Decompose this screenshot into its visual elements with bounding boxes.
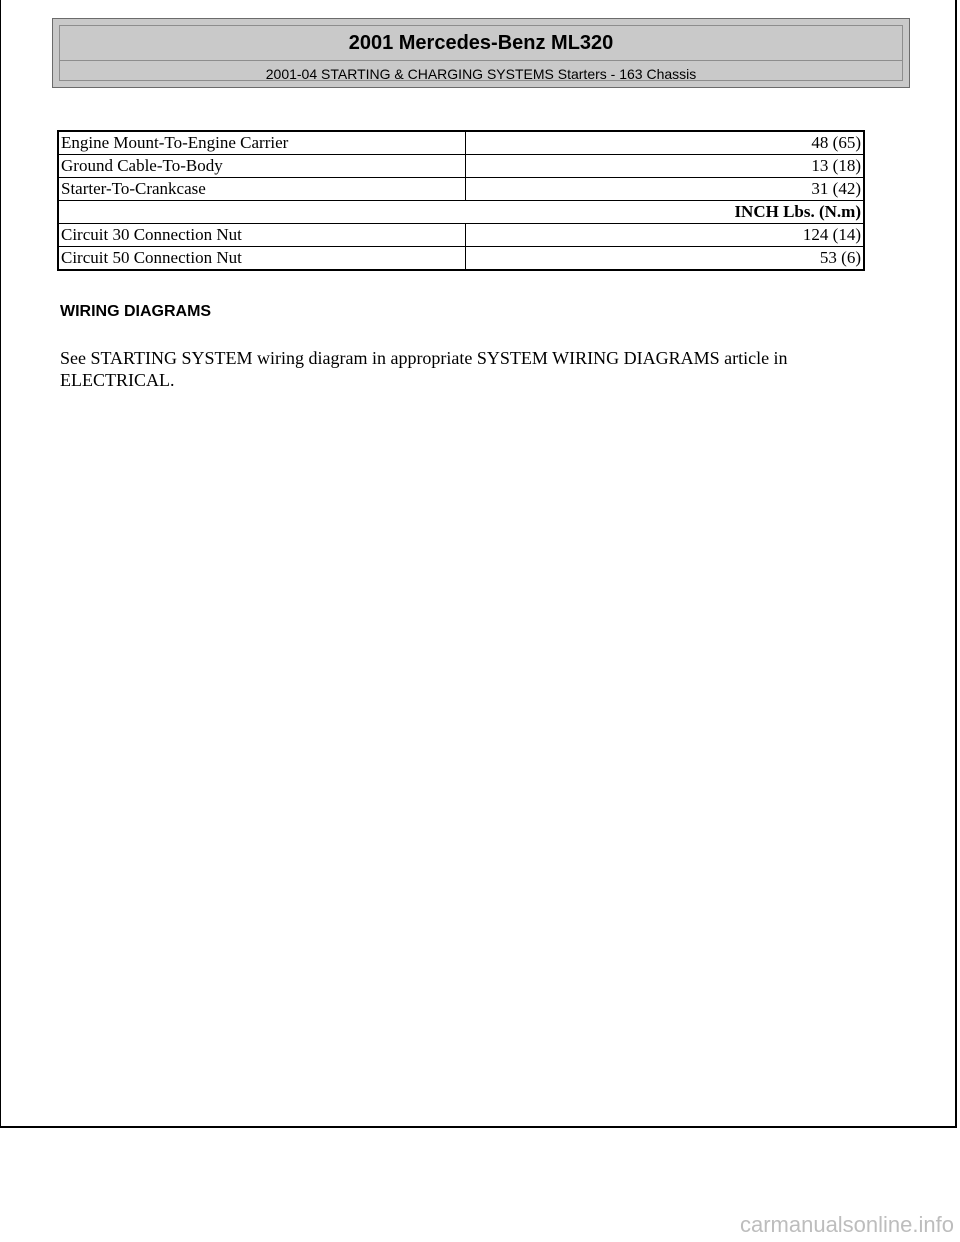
table-row bbox=[58, 247, 864, 271]
table-row bbox=[58, 224, 864, 247]
torque-spec-table bbox=[57, 130, 865, 271]
wiring-diagrams-paragraph: See STARTING SYSTEM wiring diagram in appropriate SYSTEM WIRING DIAGRAMS article in ELECTRICAL. bbox=[60, 348, 788, 390]
document-header bbox=[52, 18, 910, 88]
table-cell-application: Ground Cable-To-Body bbox=[58, 155, 466, 178]
table-row bbox=[58, 131, 864, 155]
table-cell-value: 48 (65) bbox=[466, 131, 865, 155]
table-cell-value: 53 (6) bbox=[466, 247, 865, 271]
inch-lbs-heading: INCH Lbs. (N.m) bbox=[58, 201, 864, 224]
table-row bbox=[58, 155, 864, 178]
table-row bbox=[58, 178, 864, 201]
table-cell-application: Circuit 30 Connection Nut bbox=[58, 224, 466, 247]
site-watermark: carmanualsonline.info bbox=[739, 1212, 954, 1237]
document-title: 2001 Mercedes-Benz ML320 bbox=[348, 32, 614, 54]
table-cell-application: Starter-To-Crankcase bbox=[58, 178, 466, 201]
table-unit-heading-row bbox=[58, 201, 864, 224]
header-inner-border bbox=[59, 25, 903, 81]
table-cell-value: 31 (42) bbox=[466, 178, 865, 201]
table-cell-value: 124 (14) bbox=[466, 224, 865, 247]
wiring-diagrams-heading: WIRING DIAGRAMS bbox=[60, 303, 212, 320]
header-divider bbox=[60, 60, 902, 61]
table-cell-application: Engine Mount-To-Engine Carrier bbox=[58, 131, 466, 155]
table-cell-application: Circuit 50 Connection Nut bbox=[58, 247, 466, 271]
table-cell-value: 13 (18) bbox=[466, 155, 865, 178]
document-subtitle: 2001-04 STARTING & CHARGING SYSTEMS Starters - 163 Chassis bbox=[265, 66, 697, 82]
